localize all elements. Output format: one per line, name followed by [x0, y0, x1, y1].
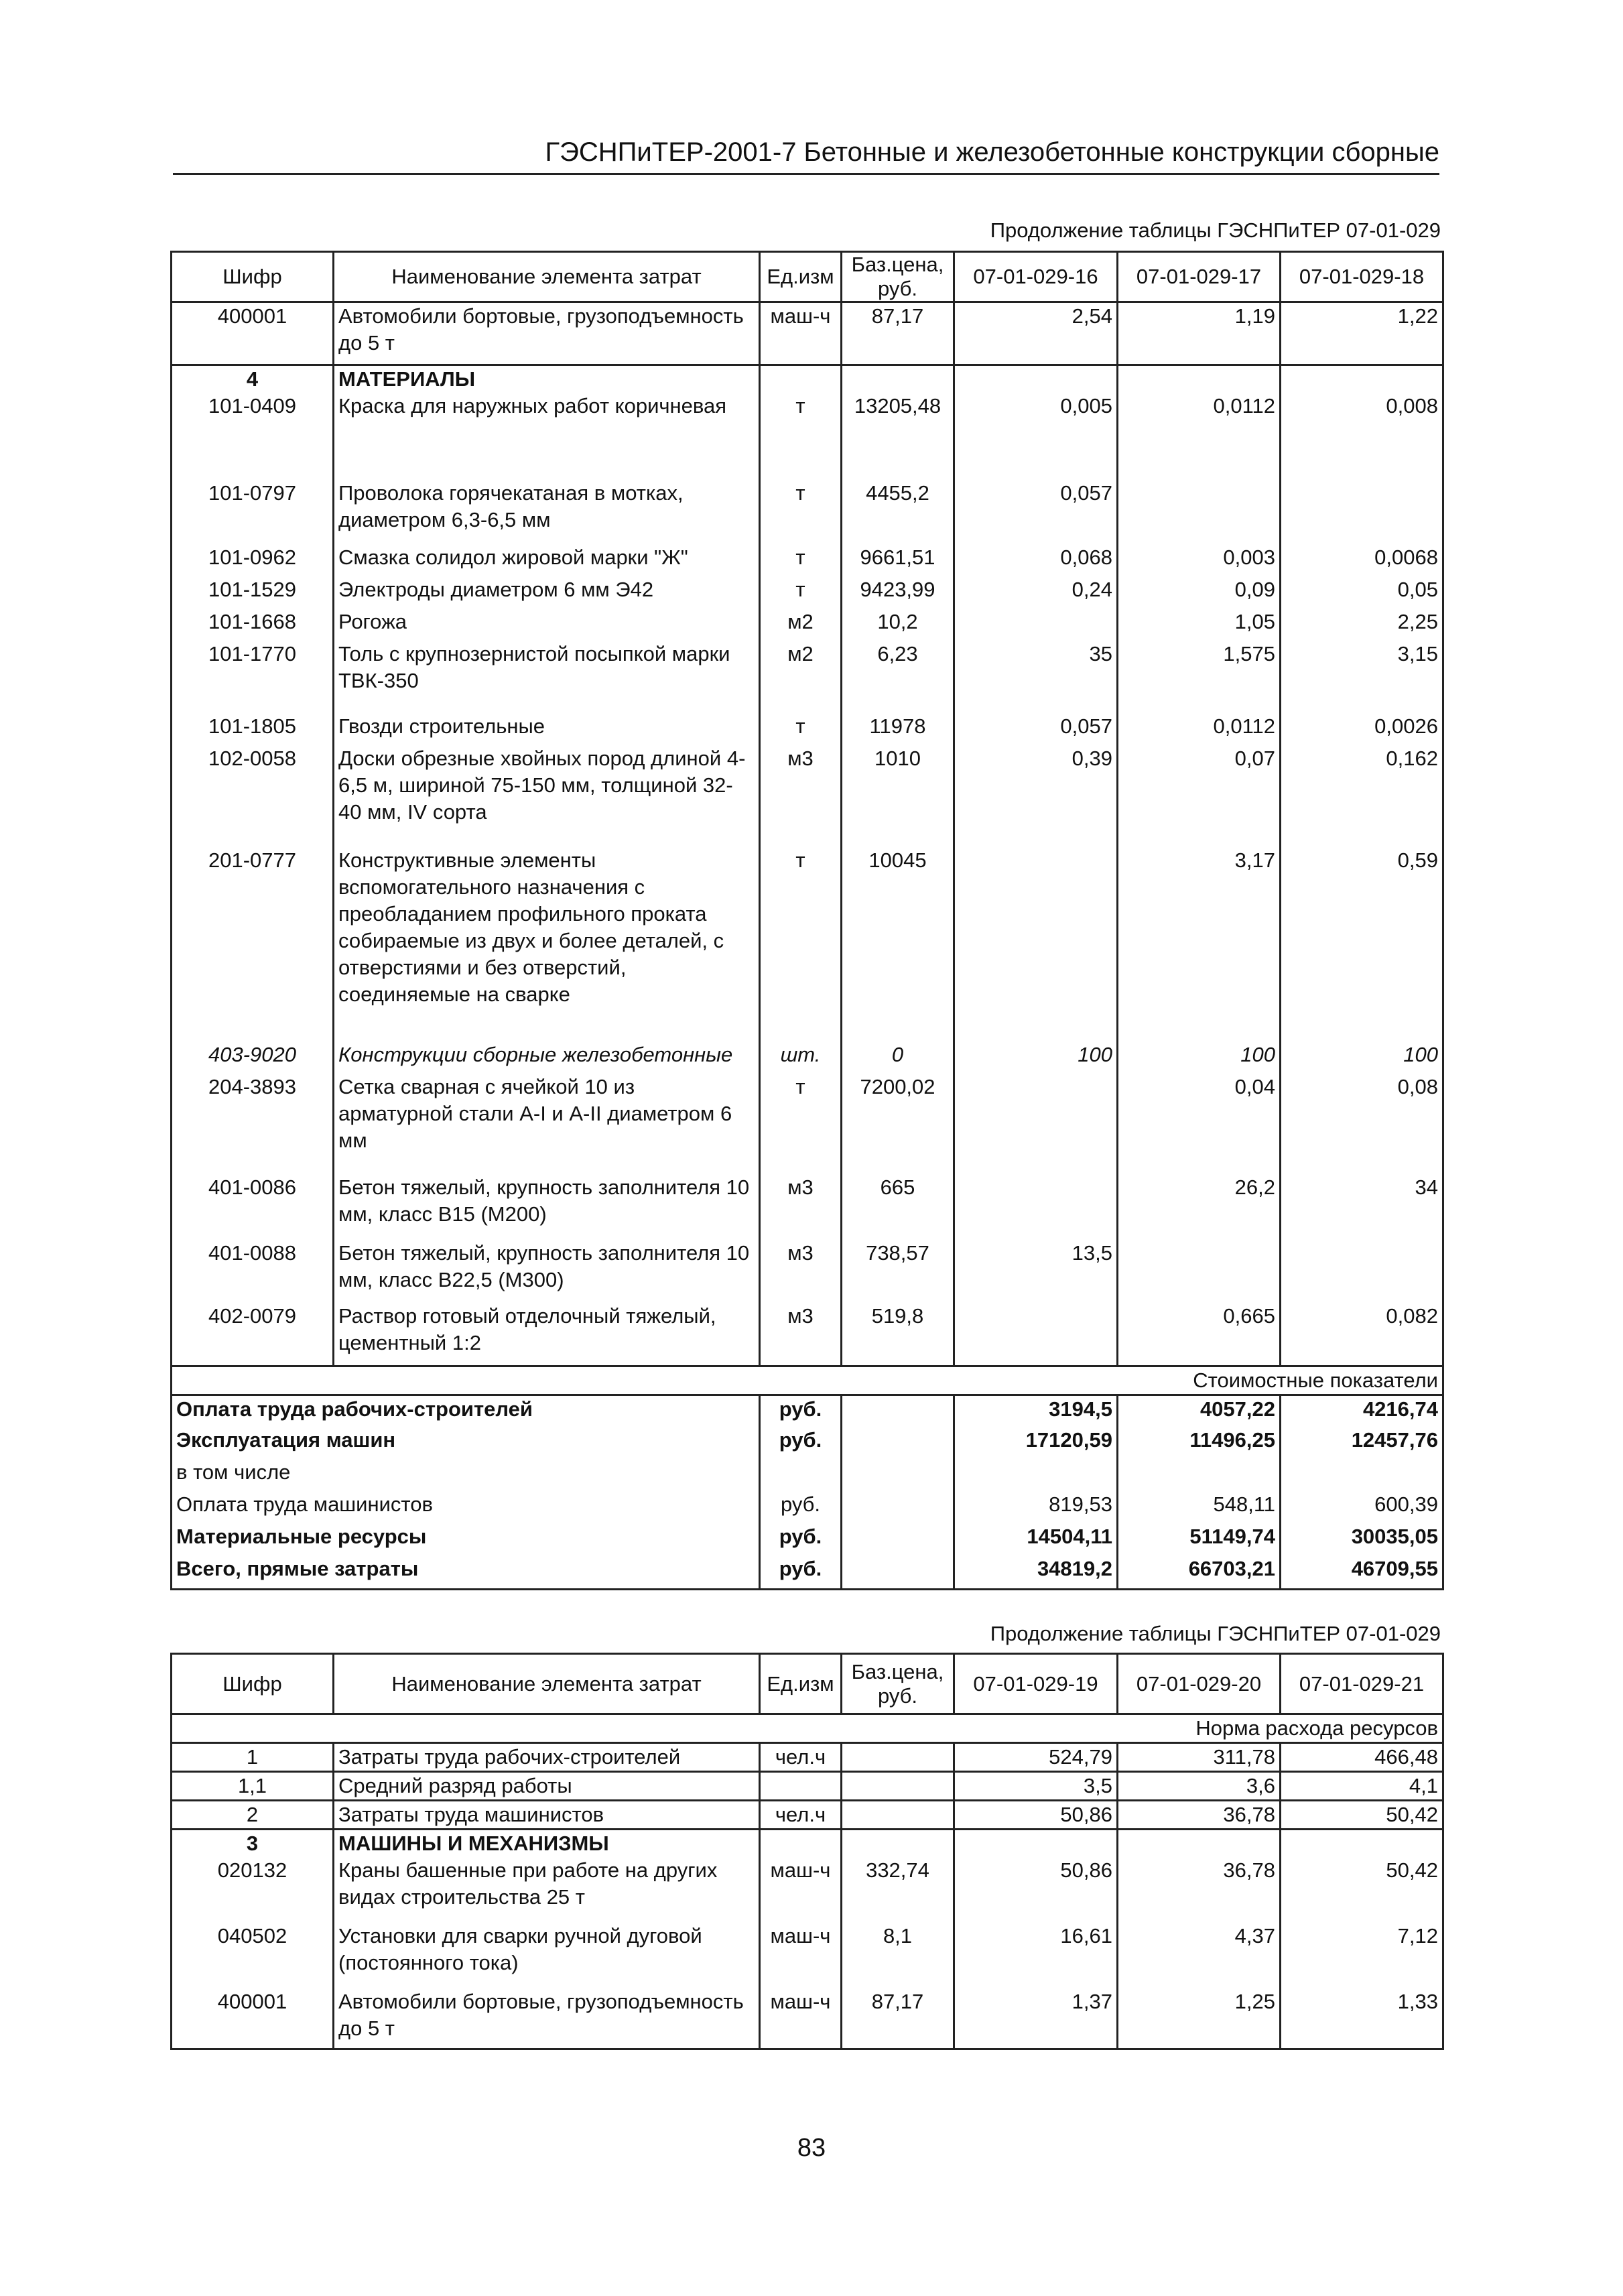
- cost-unit: руб.: [760, 1395, 842, 1427]
- table-row: [172, 847, 1443, 1041]
- cost-value-18: 46709,55: [1281, 1555, 1443, 1589]
- cost-banner: Стоимостные показатели: [172, 1366, 1443, 1395]
- table1-caption: Продолжение таблицы ГЭСНПиТЕР 07-01-029: [990, 218, 1441, 242]
- row-value-18: 2,25: [1281, 609, 1443, 641]
- row-code: 201-0777: [172, 847, 334, 1041]
- row-unit: маш-ч: [760, 1857, 842, 1923]
- cost-row: [172, 1491, 1443, 1523]
- row-name: Сетка сварная с ячейкой 10 из арматурной стали А-I и А-II диаметром 6 мм: [334, 1074, 760, 1174]
- row-value-18: 34: [1281, 1174, 1443, 1240]
- table-row: [172, 1743, 1443, 1772]
- row-price: [842, 1772, 954, 1801]
- row-name: Краны башенные при работе на других видах строительства 25 т: [334, 1857, 760, 1923]
- row-name: Конструкции сборные железобетонные: [334, 1041, 760, 1074]
- row-price: [842, 1801, 954, 1830]
- row-value-16: [954, 609, 1118, 641]
- row-value-19: 1,37: [954, 1988, 1118, 2049]
- row-price: 87,17: [842, 1988, 954, 2049]
- table-row: [172, 1801, 1443, 1830]
- row-unit: чел.ч: [760, 1801, 842, 1830]
- cost-unit: руб.: [760, 1427, 842, 1459]
- row-value-17: 0,003: [1118, 544, 1281, 576]
- row-value-16: [954, 847, 1118, 1041]
- row-value-16: 0,39: [954, 745, 1118, 847]
- row-code: 402-0079: [172, 1303, 334, 1366]
- row-price: 519,8: [842, 1303, 954, 1366]
- row-name: Бетон тяжелый, крупность заполнителя 10 мм, класс В22,5 (М300): [334, 1240, 760, 1303]
- row-unit: [760, 1772, 842, 1801]
- table-row: [172, 1041, 1443, 1074]
- row-code: 1: [172, 1743, 334, 1772]
- row-value-17: [1118, 1240, 1281, 1303]
- row-value-17: 1,575: [1118, 641, 1281, 713]
- resource-table-2: [170, 1653, 1444, 2050]
- table-row: [172, 480, 1443, 544]
- column-header-code: Шифр: [172, 252, 334, 302]
- column-header-price: Баз.цена, руб.: [842, 252, 954, 302]
- cost-value-18: 600,39: [1281, 1491, 1443, 1523]
- row-value-19: 50,86: [954, 1857, 1118, 1923]
- row-value-20: 36,78: [1118, 1857, 1281, 1923]
- cost-value-18: 4216,74: [1281, 1395, 1443, 1427]
- cost-row: [172, 1459, 1443, 1491]
- row-value-18: 0,59: [1281, 847, 1443, 1041]
- row-code: 102-0058: [172, 745, 334, 847]
- row-unit: т: [760, 847, 842, 1041]
- table-row: [172, 576, 1443, 609]
- cost-label: Всего, прямые затраты: [172, 1555, 760, 1589]
- row-value-17: 0,665: [1118, 1303, 1281, 1366]
- section-title: МАТЕРИАЛЫ: [334, 365, 760, 393]
- cost-value-17: 11496,25: [1118, 1427, 1281, 1459]
- table2-caption: Продолжение таблицы ГЭСНПиТЕР 07-01-029: [990, 1622, 1441, 1645]
- section-row: [172, 365, 1443, 393]
- row-value-20: 4,37: [1118, 1923, 1281, 1988]
- cost-banner-row: [172, 1366, 1443, 1395]
- row-code: 2: [172, 1801, 334, 1830]
- table-row: [172, 1772, 1443, 1801]
- row-value-16: 0,057: [954, 713, 1118, 745]
- row-value-16: [954, 1303, 1118, 1366]
- row-unit: т: [760, 576, 842, 609]
- row-price: 13205,48: [842, 393, 954, 480]
- row-unit: м2: [760, 609, 842, 641]
- cost-row: [172, 1427, 1443, 1459]
- row-value-20: 3,6: [1118, 1772, 1281, 1801]
- row-name: Электроды диаметром 6 мм Э42: [334, 576, 760, 609]
- row-unit: м3: [760, 1174, 842, 1240]
- table-row: [172, 1988, 1443, 2049]
- row-name: Затраты труда машинистов: [334, 1801, 760, 1830]
- row-value-21: 1,33: [1281, 1988, 1443, 2049]
- row-price: 0: [842, 1041, 954, 1074]
- row-code: 101-1805: [172, 713, 334, 745]
- norm-banner: Норма расхода ресурсов: [172, 1714, 1443, 1743]
- row-price: 738,57: [842, 1240, 954, 1303]
- column-header-19: 07-01-029-19: [954, 1654, 1118, 1714]
- row-name: Рогожа: [334, 609, 760, 641]
- row-value-21: 50,42: [1281, 1857, 1443, 1923]
- row-value-18: 1,22: [1281, 302, 1443, 365]
- row-value-17: 0,09: [1118, 576, 1281, 609]
- row-value-19: 16,61: [954, 1923, 1118, 1988]
- row-value-19: 50,86: [954, 1801, 1118, 1830]
- column-header-17: 07-01-029-17: [1118, 252, 1281, 302]
- row-value-18: 3,15: [1281, 641, 1443, 713]
- row-name: Затраты труда рабочих-строителей: [334, 1743, 760, 1772]
- row-code: 400001: [172, 1988, 334, 2049]
- table-row: [172, 1857, 1443, 1923]
- row-name: Доски обрезные хвойных пород длиной 4-6,5 м, шириной 75-150 мм, толщиной 32-40 мм, IV сорта: [334, 745, 760, 847]
- row-value-17: 1,19: [1118, 302, 1281, 365]
- row-code: 101-1770: [172, 641, 334, 713]
- row-name: Гвозди строительные: [334, 713, 760, 745]
- cost-row: [172, 1555, 1443, 1589]
- table-row: [172, 544, 1443, 576]
- row-value-18: 0,082: [1281, 1303, 1443, 1366]
- row-name: Автомобили бортовые, грузоподъемность до 5 т: [334, 1988, 760, 2049]
- row-value-16: [954, 1174, 1118, 1240]
- column-header-name: Наименование элемента затрат: [334, 1654, 760, 1714]
- row-value-16: 2,54: [954, 302, 1118, 365]
- row-price: 11978: [842, 713, 954, 745]
- row-code: 401-0088: [172, 1240, 334, 1303]
- table-row: [172, 745, 1443, 847]
- row-value-17: 0,07: [1118, 745, 1281, 847]
- cost-label: Материальные ресурсы: [172, 1523, 760, 1555]
- row-name: Бетон тяжелый, крупность заполнителя 10 мм, класс В15 (М200): [334, 1174, 760, 1240]
- table-row: [172, 641, 1443, 713]
- row-name: Конструктивные элементы вспомогательного назначения с преобладанием профильного проката собираемые из двух и более деталей, с отверстиями и без отверстий, соединяемые на сварке: [334, 847, 760, 1041]
- row-code: 040502: [172, 1923, 334, 1988]
- row-unit: чел.ч: [760, 1743, 842, 1772]
- row-price: 10045: [842, 847, 954, 1041]
- row-unit: т: [760, 544, 842, 576]
- row-unit: т: [760, 393, 842, 480]
- table-row: [172, 1923, 1443, 1988]
- cost-unit: руб.: [760, 1491, 842, 1523]
- row-price: 665: [842, 1174, 954, 1240]
- row-price: 9661,51: [842, 544, 954, 576]
- row-code: 400001: [172, 302, 334, 365]
- row-code: 101-0797: [172, 480, 334, 544]
- row-value-16: 0,24: [954, 576, 1118, 609]
- row-value-18: 0,008: [1281, 393, 1443, 480]
- column-header-unit: Ед.изм: [760, 1654, 842, 1714]
- row-unit: шт.: [760, 1041, 842, 1074]
- row-unit: т: [760, 1074, 842, 1174]
- row-name: Проволока горячекатаная в мотках, диаметром 6,3-6,5 мм: [334, 480, 760, 544]
- cost-label: Оплата труда машинистов: [172, 1491, 760, 1523]
- row-code: 020132: [172, 1857, 334, 1923]
- norm-banner-row: [172, 1714, 1443, 1743]
- row-name: Средний разряд работы: [334, 1772, 760, 1801]
- row-price: 4455,2: [842, 480, 954, 544]
- cost-row: [172, 1395, 1443, 1427]
- row-value-21: 466,48: [1281, 1743, 1443, 1772]
- table-row: [172, 1303, 1443, 1366]
- row-code: 101-0409: [172, 393, 334, 480]
- row-value-16: 0,057: [954, 480, 1118, 544]
- row-value-16: 35: [954, 641, 1118, 713]
- row-unit: м3: [760, 745, 842, 847]
- cost-label: Эксплуатация машин: [172, 1427, 760, 1459]
- column-header-21: 07-01-029-21: [1281, 1654, 1443, 1714]
- cost-value-17: 548,11: [1118, 1491, 1281, 1523]
- cost-value-17: 66703,21: [1118, 1555, 1281, 1589]
- row-value-19: 524,79: [954, 1743, 1118, 1772]
- cost-value-17: 51149,74: [1118, 1523, 1281, 1555]
- row-price: 8,1: [842, 1923, 954, 1988]
- row-value-18: 0,0026: [1281, 713, 1443, 745]
- row-value-19: 3,5: [954, 1772, 1118, 1801]
- row-price: 9423,99: [842, 576, 954, 609]
- row-code: 101-0962: [172, 544, 334, 576]
- table1-header-row: [172, 252, 1443, 302]
- row-value-21: 50,42: [1281, 1801, 1443, 1830]
- row-unit: маш-ч: [760, 302, 842, 365]
- row-unit: м3: [760, 1303, 842, 1366]
- row-code: 403-9020: [172, 1041, 334, 1074]
- row-value-16: 100: [954, 1041, 1118, 1074]
- row-price: 7200,02: [842, 1074, 954, 1174]
- section-row: [172, 1830, 1443, 1858]
- row-price: 332,74: [842, 1857, 954, 1923]
- row-name: Краска для наружных работ коричневая: [334, 393, 760, 480]
- row-price: 1010: [842, 745, 954, 847]
- row-unit: т: [760, 713, 842, 745]
- row-value-17: 100: [1118, 1041, 1281, 1074]
- row-value-17: 26,2: [1118, 1174, 1281, 1240]
- cost-value-18: 30035,05: [1281, 1523, 1443, 1555]
- table-row: [172, 713, 1443, 745]
- row-unit: т: [760, 480, 842, 544]
- table-row: [172, 393, 1443, 480]
- row-price: 87,17: [842, 302, 954, 365]
- section-code: 4: [172, 365, 334, 393]
- row-value-17: 3,17: [1118, 847, 1281, 1041]
- row-unit: маш-ч: [760, 1923, 842, 1988]
- row-code: 101-1668: [172, 609, 334, 641]
- row-value-20: 1,25: [1118, 1988, 1281, 2049]
- row-value-18: 0,0068: [1281, 544, 1443, 576]
- cost-value-16: 17120,59: [954, 1427, 1118, 1459]
- row-name: Толь с крупнозернистой посыпкой марки ТВК-350: [334, 641, 760, 713]
- column-header-18: 07-01-029-18: [1281, 252, 1443, 302]
- cost-label: Оплата труда рабочих-строителей: [172, 1395, 760, 1427]
- row-unit: м2: [760, 641, 842, 713]
- row-value-18: 0,05: [1281, 576, 1443, 609]
- row-value-18: 0,162: [1281, 745, 1443, 847]
- column-header-20: 07-01-029-20: [1118, 1654, 1281, 1714]
- row-code: 204-3893: [172, 1074, 334, 1174]
- row-code: 1,1: [172, 1772, 334, 1801]
- column-header-16: 07-01-029-16: [954, 252, 1118, 302]
- row-value-20: 36,78: [1118, 1801, 1281, 1830]
- row-value-17: 1,05: [1118, 609, 1281, 641]
- row-value-17: [1118, 480, 1281, 544]
- column-header-name: Наименование элемента затрат: [334, 252, 760, 302]
- page-header: ГЭСНПиТЕР-2001-7 Бетонные и железобетонные конструкции сборные: [173, 131, 1439, 175]
- row-value-18: 0,08: [1281, 1074, 1443, 1174]
- cost-value-16: 34819,2: [954, 1555, 1118, 1589]
- row-value-20: 311,78: [1118, 1743, 1281, 1772]
- row-price: 6,23: [842, 641, 954, 713]
- row-value-16: 0,068: [954, 544, 1118, 576]
- row-code: 101-1529: [172, 576, 334, 609]
- row-name: Установки для сварки ручной дуговой (постоянного тока): [334, 1923, 760, 1988]
- cost-value-17: 4057,22: [1118, 1395, 1281, 1427]
- section-code: 3: [172, 1830, 334, 1858]
- page-number: 83: [797, 2134, 826, 2162]
- row-unit: м3: [760, 1240, 842, 1303]
- table-row: [172, 1174, 1443, 1240]
- table-row: [172, 1074, 1443, 1174]
- cost-value-16: 819,53: [954, 1491, 1118, 1523]
- column-header-code: Шифр: [172, 1654, 334, 1714]
- row-value-17: 0,04: [1118, 1074, 1281, 1174]
- table-row: [172, 609, 1443, 641]
- cost-label: в том числе: [172, 1459, 760, 1491]
- row-value-21: 4,1: [1281, 1772, 1443, 1801]
- row-value-18: 100: [1281, 1041, 1443, 1074]
- row-code: 401-0086: [172, 1174, 334, 1240]
- table-row: [172, 302, 1443, 365]
- resource-table-1: [170, 251, 1444, 1590]
- column-header-unit: Ед.изм: [760, 252, 842, 302]
- row-value-16: 13,5: [954, 1240, 1118, 1303]
- table2-header-row: [172, 1654, 1443, 1714]
- row-value-17: 0,0112: [1118, 393, 1281, 480]
- row-value-18: [1281, 1240, 1443, 1303]
- cost-value-16: 14504,11: [954, 1523, 1118, 1555]
- cost-unit: руб.: [760, 1555, 842, 1589]
- row-unit: маш-ч: [760, 1988, 842, 2049]
- row-name: Раствор готовый отделочный тяжелый, цементный 1:2: [334, 1303, 760, 1366]
- cost-row: [172, 1523, 1443, 1555]
- row-name: Смазка солидол жировой марки "Ж": [334, 544, 760, 576]
- row-value-21: 7,12: [1281, 1923, 1443, 1988]
- cost-value-18: 12457,76: [1281, 1427, 1443, 1459]
- row-value-16: 0,005: [954, 393, 1118, 480]
- row-price: 10,2: [842, 609, 954, 641]
- row-price: [842, 1743, 954, 1772]
- section-title: МАШИНЫ И МЕХАНИЗМЫ: [334, 1830, 760, 1858]
- column-header-price: Баз.цена, руб.: [842, 1654, 954, 1714]
- cost-value-16: 3194,5: [954, 1395, 1118, 1427]
- table-row: [172, 1240, 1443, 1303]
- row-value-17: 0,0112: [1118, 713, 1281, 745]
- cost-unit: руб.: [760, 1523, 842, 1555]
- row-value-18: [1281, 480, 1443, 544]
- row-value-16: [954, 1074, 1118, 1174]
- row-name: Автомобили бортовые, грузоподъемность до 5 т: [334, 302, 760, 365]
